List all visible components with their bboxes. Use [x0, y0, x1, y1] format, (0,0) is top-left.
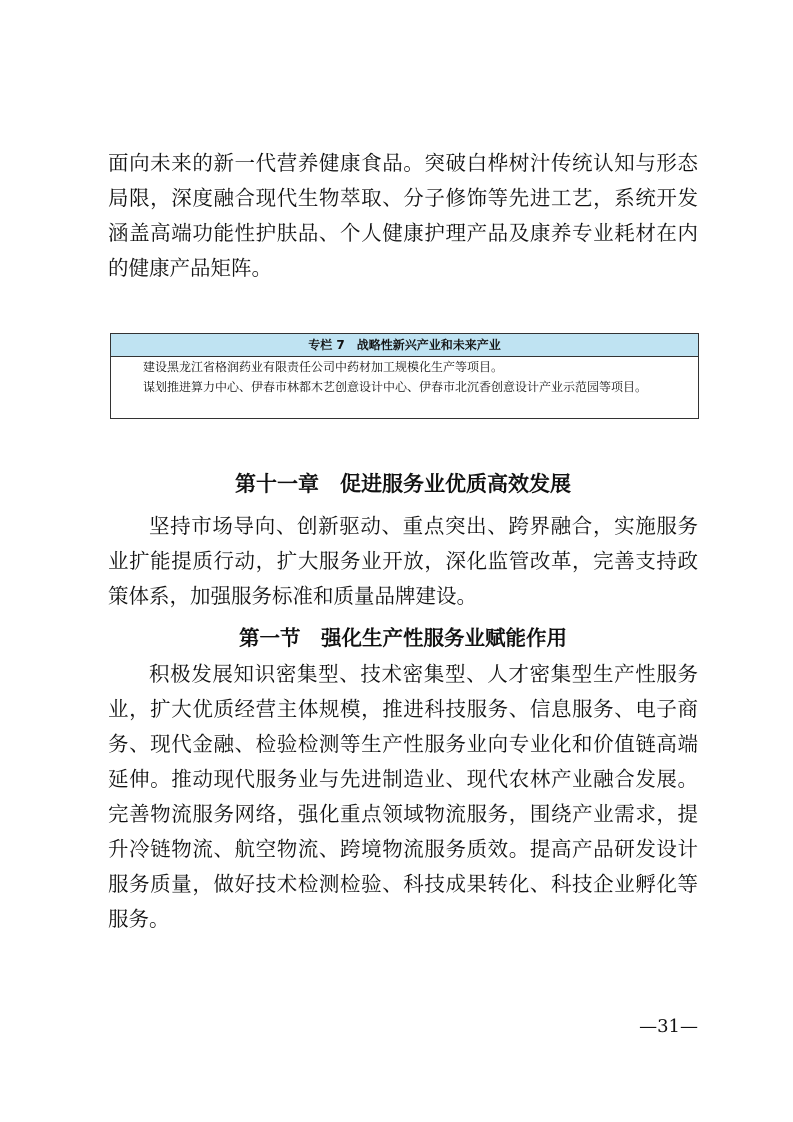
- page-number: —31—: [639, 1016, 698, 1037]
- body-paragraph: 积极发展知识密集型、技术密集型、人才密集型生产性服务业，扩大优质经营主体规模，推进科技服务、信息服务、电子商务、现代金融、检验检测等生产性服务业向专业化和价值链高端延伸。推动现代服务业与先进制造业、现代农林产业融合发展。完善物流服务网络，强化重点领域物流服务，围绕产业需求，提升冷链物流、航空物流、跨境物流服务质效。提高产品研发设计服务质量，做好技术检测检验、科技成果转化、科技企业孵化等服务。: [108, 662, 698, 931]
- body-paragraph: 坚持市场导向、创新驱动、重点突出、跨界融合，实施服务业扩能提质行动，扩大服务业开放，深化监管改革，完善支持政策体系，加强服务标准和质量品牌建设。: [108, 514, 698, 608]
- column-box-title: 专栏 7 战略性新兴产业和未来产业: [111, 334, 698, 357]
- column-box-line: 建设黑龙江省格润药业有限责任公司中药材加工规模化生产等项目。: [143, 360, 504, 374]
- column-box-line: 谋划推进算力中心、伊春市林都木艺创意设计中心、伊春市北沉香创意设计产业示范园等项目。: [143, 380, 648, 394]
- body-paragraph: 面向未来的新一代营养健康食品。突破白桦树汁传统认知与形态局限，深度融合现代生物萃取、分子修饰等先进工艺，系统开发涵盖高端功能性护肤品、个人健康护理产品及康养专业耗材在内的健康产品矩阵。: [108, 151, 698, 280]
- chapter-title: 第十一章 促进服务业优质高效发展: [235, 472, 571, 496]
- column-box: [110, 333, 699, 419]
- section-title: 第一节 强化生产性服务业赋能作用: [239, 626, 567, 650]
